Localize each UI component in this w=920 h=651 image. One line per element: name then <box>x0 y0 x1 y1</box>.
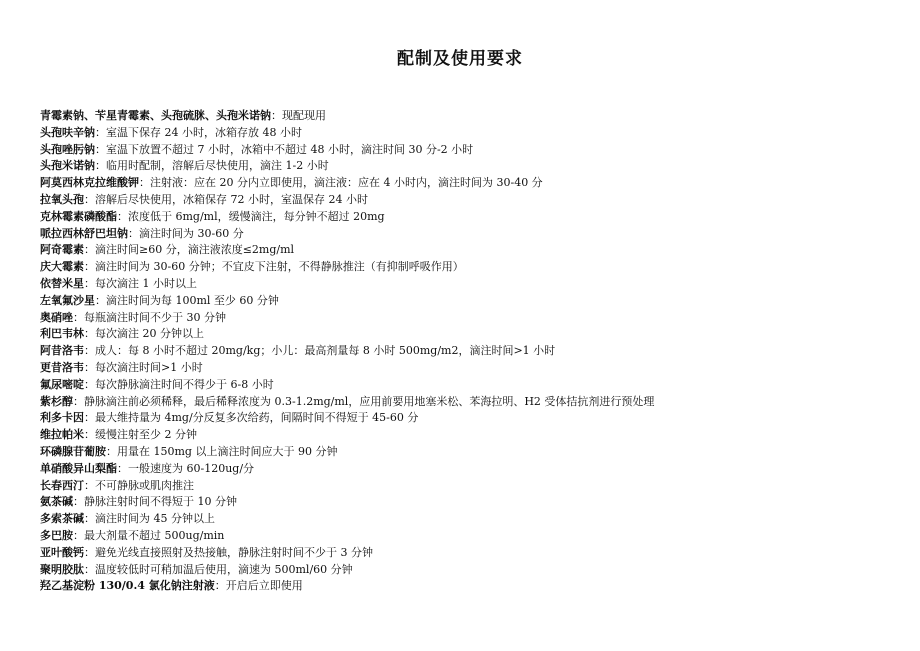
drug-name: 庆大霉素 <box>40 260 84 274</box>
list-item <box>40 142 900 159</box>
drug-requirement: ：不可静脉或肌肉推注 <box>84 478 194 492</box>
list-item <box>40 310 900 327</box>
drug-name: 多索茶碱 <box>40 512 84 526</box>
drug-name: 利多卡因 <box>40 411 84 425</box>
drug-name: 羟乙基淀粉 130/0.4 氯化钠注射液 <box>40 579 215 593</box>
drug-name: 头孢呋辛钠 <box>40 125 95 139</box>
list-item <box>40 461 900 478</box>
drug-name: 阿奇霉素 <box>40 243 84 257</box>
list-item <box>40 259 900 276</box>
drug-name: 哌拉西林舒巴坦钠 <box>40 226 128 240</box>
list-item <box>40 494 900 511</box>
list-item <box>40 192 900 209</box>
drug-name: 聚明胶肽 <box>40 562 84 576</box>
drug-name: 紫杉醇 <box>40 394 73 408</box>
drug-requirement: ：室温下保存 24 小时，冰箱存放 48 小时 <box>95 125 302 139</box>
list-item <box>40 410 900 427</box>
drug-requirement: ：缓慢注射至少 2 分钟 <box>84 428 197 442</box>
list-item <box>40 377 900 394</box>
drug-name: 氨茶碱 <box>40 495 73 509</box>
drug-requirement: ：注射液：应在 20 分内立即使用，滴注液：应在 4 小时内，滴注时间为 30-40 分 <box>139 176 543 190</box>
drug-requirement: ：室温下放置不超过 7 小时，冰箱中不超过 48 小时，滴注时间 30 分-2 小时 <box>95 142 474 156</box>
drug-requirement: ：溶解后尽快使用，冰箱保存 72 小时，室温保存 24 小时 <box>84 192 368 206</box>
drug-name: 头孢唑肟钠 <box>40 142 95 156</box>
drug-requirement: ：滴注时间为 30-60 分钟；不宜皮下注射，不得静脉推注（有抑制呼吸作用） <box>84 260 464 274</box>
list-item <box>40 343 900 360</box>
drug-name: 环磷腺苷葡胺 <box>40 444 106 458</box>
drug-requirement: ：成人：每 8 小时不超过 20mg/kg；小儿：最高剂量每 8 小时 500mg/m2，滴注时间>1 小时 <box>84 344 556 358</box>
drug-requirement: ：温度较低时可稍加温后使用，滴速为 500ml/60 分钟 <box>84 562 353 576</box>
drug-requirement: ：临用时配制，溶解后尽快使用，滴注 1-2 小时 <box>95 159 329 173</box>
drug-name: 依替米星 <box>40 276 84 290</box>
list-item <box>40 209 900 226</box>
drug-requirement: ：现配现用 <box>271 109 326 122</box>
drug-requirement: ：每次滴注 1 小时以上 <box>84 276 197 290</box>
drug-requirement: ：开启后立即使用 <box>214 579 303 593</box>
list-item <box>40 125 900 142</box>
drug-requirement: ：每瓶滴注时间不少于 30 分钟 <box>73 310 226 324</box>
drug-requirement: ：一般速度为 60-120ug/分 <box>117 461 255 475</box>
drug-requirement: ：用量在 150mg 以上滴注时间应大于 90 分钟 <box>106 444 338 458</box>
drug-requirement: ：最大维持量为 4mg/分反复多次给药，间隔时间不得短于 45-60 分 <box>84 411 419 425</box>
drug-requirement: ：滴注时间为 30-60 分 <box>128 226 244 240</box>
list-item <box>40 394 900 411</box>
list-item <box>40 108 900 125</box>
drug-name: 克林霉素磷酸酯 <box>40 209 117 223</box>
drug-name: 氟尿嘧啶 <box>40 377 84 391</box>
drug-name: 阿莫西林克拉维酸钾 <box>40 176 139 190</box>
drug-name: 单硝酸异山梨酯 <box>40 461 117 475</box>
drug-name: 长春西汀 <box>40 478 84 492</box>
drug-name: 多巴胺 <box>40 528 73 542</box>
drug-requirement: ：每次滴注时间>1 小时 <box>84 360 203 374</box>
list-item <box>40 511 900 528</box>
list-item <box>40 175 900 192</box>
drug-requirements-list <box>40 108 900 595</box>
list-item <box>40 478 900 495</box>
drug-name: 头孢米诺钠 <box>40 159 95 173</box>
drug-name: 左氧氟沙星 <box>40 293 95 307</box>
drug-requirement: ：避免光线直接照射及热接触，静脉注射时间不少于 3 分钟 <box>84 545 373 559</box>
drug-requirement: ：静脉滴注前必须稀释，最后稀释浓度为 0.3-1.2mg/ml，应用前要用地塞米松、苯海拉明、H2 受体拮抗剂进行预处理 <box>73 394 655 408</box>
list-item <box>40 528 900 545</box>
list-item <box>40 226 900 243</box>
list-item <box>40 158 900 175</box>
drug-requirement: ：浓度低于 6mg/ml，缓慢滴注，每分钟不超过 20mg <box>117 209 385 223</box>
list-item <box>40 326 900 343</box>
drug-name: 拉氧头孢 <box>40 192 84 206</box>
list-item <box>40 444 900 461</box>
drug-name: 维拉帕米 <box>40 428 84 442</box>
list-item <box>40 578 900 595</box>
drug-name: 更昔洛韦 <box>40 360 84 374</box>
drug-requirement: ：滴注时间≥60 分，滴注液浓度≤2mg/ml <box>84 243 295 257</box>
drug-name: 利巴韦林 <box>40 327 84 341</box>
drug-requirement: ：最大剂量不超过 500ug/min <box>73 528 225 542</box>
list-item <box>40 427 900 444</box>
drug-name: 阿昔洛韦 <box>40 344 84 358</box>
drug-name: 青霉素钠、苄星青霉素、头孢硫脒、头孢米诺钠 <box>40 109 271 122</box>
drug-name: 亚叶酸钙 <box>40 545 84 559</box>
list-item <box>40 276 900 293</box>
list-item <box>40 293 900 310</box>
drug-requirement: ：每次滴注 20 分钟以上 <box>84 327 204 341</box>
drug-requirement: ：滴注时间为 45 分钟以上 <box>84 512 215 526</box>
drug-requirement: ：静脉注射时间不得短于 10 分钟 <box>73 495 237 509</box>
page-title: 配制及使用要求 <box>397 49 523 69</box>
list-item <box>40 360 900 377</box>
drug-requirement: ：每次静脉滴注时间不得少于 6-8 小时 <box>84 377 274 391</box>
list-item <box>40 562 900 579</box>
drug-name: 奥硝唑 <box>40 310 73 324</box>
drug-requirement: ：滴注时间为每 100ml 至少 60 分钟 <box>95 293 279 307</box>
list-item <box>40 545 900 562</box>
list-item <box>40 242 900 259</box>
